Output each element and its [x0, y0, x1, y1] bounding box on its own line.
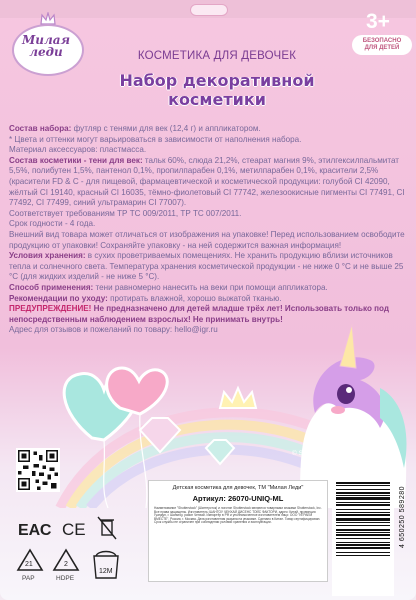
barcode-bar: [336, 542, 390, 543]
recycle-pap-label: PAP: [22, 575, 35, 582]
barcode-number: 4 650250 589280: [399, 486, 406, 548]
safe-badge: [352, 35, 412, 55]
brand-logo: [12, 12, 86, 72]
product-description: [9, 124, 407, 336]
recycle-hdpe-icon: [54, 550, 78, 582]
recycling-icons: [16, 548, 134, 588]
trash-bin-icon: [98, 517, 116, 539]
eac-text: ЕАС: [18, 522, 52, 539]
set-text: футляр с тенями для век (12,4 г) и аппликатором.: [71, 124, 261, 133]
sticker-fine-print: Наименование "Shutterstock" (Шаттерсток) и логотип Shutterstock являются товарными знаками Shutterstock, Inc. Все права защищены. Изготовитель: ШАНТОУ ЧЕНХАЙ ДИСЕНС ТОЙС ФАКТОРИ, адрес: Китай, провинция Гуандун, г. Шаньтоу, район Ченхай. Импортёр в РФ и уполномоченное изготовителем лицо: ООО "ИГРАЕМ ВМЕСТЕ", Россия, г. Москва. Дата изготовления указана на упаковке. Сделано в Китае. Товар сертифицирован. Срок службы не ограничен при соблюдении условий хранения и эксплуатации.: [154, 506, 322, 525]
small-crown-icon: [220, 388, 256, 408]
barcode-bar: [336, 555, 390, 556]
care-label: Рекомендации по уходу:: [9, 293, 108, 303]
certification-icons: [18, 515, 128, 541]
barcode-bar: [336, 509, 390, 510]
barcode-bar: [336, 544, 390, 546]
qr-code[interactable]: [16, 448, 60, 492]
barcode-bar: [336, 514, 390, 516]
shelf-life-text: Срок годности - 4 года.: [9, 219, 96, 229]
recycle-pap-number: 21: [25, 561, 33, 568]
storage-label: Условия хранения:: [9, 251, 86, 261]
product-title: [92, 71, 342, 109]
standards-text: Соответствует требованиям ТР ТС 009/2011, ТР ТС 007/2011.: [9, 208, 242, 218]
illustration-credit: © Shutterstock, Inc., 2023: [292, 450, 367, 457]
barcode-bar: [336, 512, 390, 513]
eac-icon: [18, 522, 52, 539]
barcode-bar: [336, 489, 390, 490]
sticker-heading: Детская косметика для девочек, ТМ "Милая Леди": [172, 485, 304, 491]
composition-text: тальк 60%, слюда 21,2%, стеарат магния 9%, этилгексилпальмитат 5,5%, полибутен 1,5%, пантенол 0,1%, пропилпарабен 0,1%, метилпарабен 0,1%, красители 2,5% (красители FD & C - для пищевой, фармацевтической и косметической продукции: голубой CI 42090, жёлтый CI 19140, красный CI 16035, тёмно-фиолетовый CI 77742, железоокисные пигменты CI 77491, CI 77492, CI 77499, синий ультрамарин CI 77007).: [9, 155, 405, 208]
care-paragraph: [9, 294, 407, 305]
barcode-bar: [336, 534, 390, 536]
hanging-hole: [190, 4, 228, 16]
safe-line1: БЕЗОПАСНО: [362, 38, 402, 44]
barcode-bar: [336, 552, 390, 553]
composition-label: Состав косметики - тени для век:: [9, 155, 143, 165]
logo-text-line1: Милая: [21, 33, 71, 47]
set-label: Состав набора:: [9, 124, 72, 133]
usage-label: Способ применения:: [9, 282, 94, 292]
barcode-bar: [336, 504, 390, 506]
logo-text-line2: леди: [29, 45, 63, 59]
usage-text: тени равномерно нанесить на веки при помощи аппликатора.: [93, 282, 328, 292]
barcode-bar: [336, 518, 390, 521]
address-text: Адрес для отзывов и пожеланий по товару: hello@igr.ru: [9, 325, 218, 335]
barcode-bar: [336, 538, 390, 539]
barcode-bar: [336, 525, 390, 526]
warning-label: ПРЕДУПРЕЖДЕНИЕ!: [9, 304, 92, 314]
warning-text: Не предназначено для детей младше трёх лет! Использовать только под непосредственным наблюдением взрослых! Не принимать внутрь!: [9, 304, 390, 324]
storage-paragraph: [9, 251, 407, 283]
safe-line2: ДЛЯ ДЕТЕЙ: [364, 45, 400, 51]
barcode-bar: [336, 502, 390, 503]
barcode-bar: [336, 485, 390, 486]
category-subtitle: КОСМЕТИКА ДЛЯ ДЕВОЧЕК: [137, 50, 297, 62]
barcode-bar: [336, 522, 390, 523]
product-info-sticker: [148, 480, 328, 582]
disclaimer-text: Внешний вид товара может отличаться от изображения на упаковке! Перед использованием освободите продукцию от упаковки! Сохраняйте упаковку - на ней содержится важная информация!: [9, 229, 405, 250]
barcode-bar: [336, 492, 390, 494]
barcode-bar: [336, 482, 390, 484]
recycle-hdpe-number: 2: [64, 561, 68, 568]
barcode-bar: [336, 497, 390, 500]
ce-text: CE: [62, 520, 86, 539]
barcode-bar: [336, 495, 390, 496]
storage-text: в сухих проветриваемых помещениях. Не хранить продукцию вблизи источников тепла и солнечного света. Температура хранения косметической продукции - не ниже 0 °С и не выше 25 °С (для жидких изделий - не ниже 5 °С).: [9, 251, 404, 282]
composition-paragraph: [9, 156, 407, 209]
recycle-pap-icon: [18, 550, 42, 582]
title-line2: косметики: [168, 90, 266, 109]
pao-label: 12M: [99, 568, 113, 575]
recycle-hdpe-label: HDPE: [56, 575, 75, 582]
usage-paragraph: [9, 283, 407, 294]
color-note: * Цвета и оттенки могут варьироваться в зависимости от наполнения набора.: [9, 134, 302, 144]
barcode-bar: [336, 529, 390, 531]
ce-icon: [62, 520, 86, 539]
care-text: протирать влажной, хорошо выжатой тканью.: [107, 293, 282, 303]
article-number: Артикул: 26070-UNIQ-ML: [192, 494, 284, 503]
barcode-bar: [336, 532, 390, 533]
material-text: Материал аксессуаров: пластмасса.: [9, 145, 147, 155]
barcode-bar: [336, 547, 390, 549]
pao-jar-icon: [94, 552, 118, 579]
age-badge: 3+: [366, 10, 390, 33]
set-paragraph: [9, 124, 407, 135]
title-line1: Набор декоративной: [119, 71, 315, 90]
barcode: [332, 476, 408, 596]
logo-text: [20, 34, 72, 58]
